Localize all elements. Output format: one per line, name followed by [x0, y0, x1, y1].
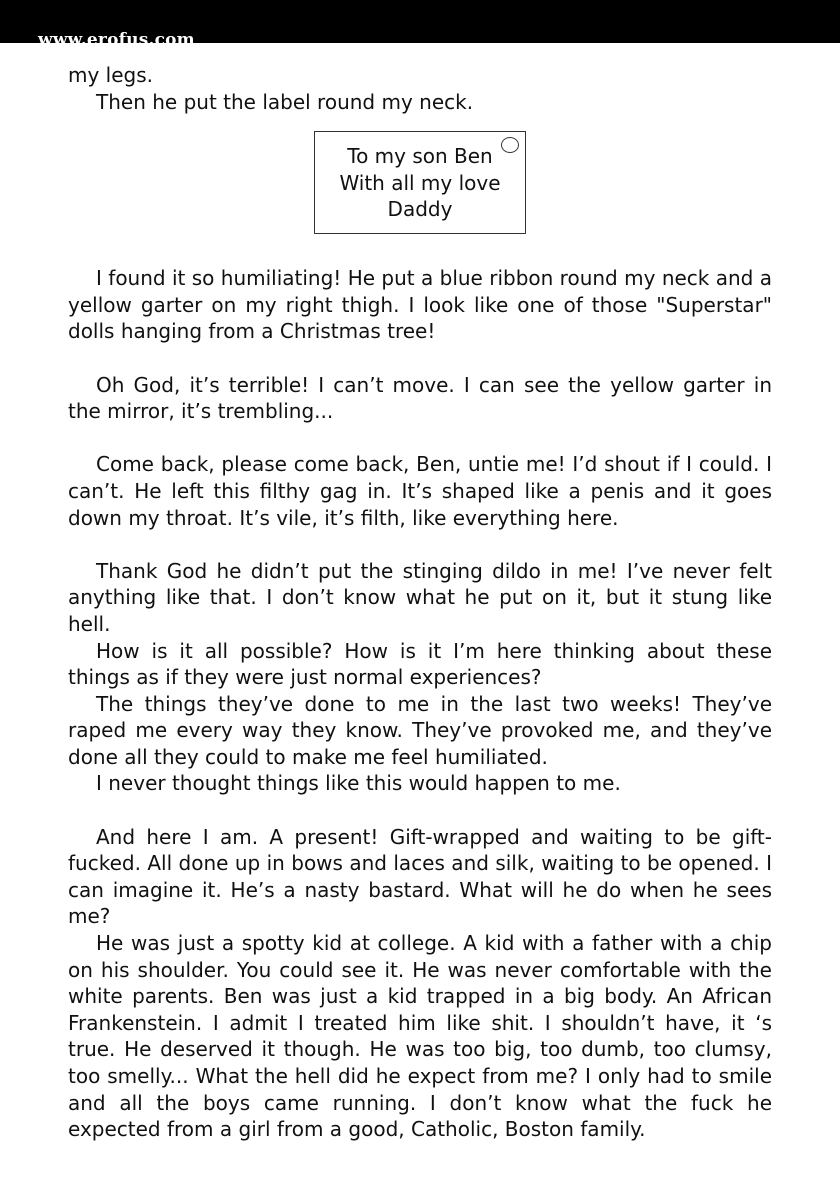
paragraph: I found it so humiliating! He put a blue ribbon round my neck and a yellow garter on my right thigh. I look like one of those "Superstar" dolls hanging from a Christmas tree!: [68, 266, 772, 344]
document-page: [68, 62, 772, 1143]
paragraph: Oh God, it’s terrible! I can’t move. I can see the yellow garter in the mirror, it’s trembling...: [68, 372, 772, 424]
tag-line: Daddy: [387, 197, 453, 222]
gift-tag: [314, 131, 526, 234]
paragraph: Then he put the label round my neck.: [96, 89, 474, 114]
paragraph: The things they’ve done to me in the last two weeks! They’ve raped me every way they know. They’ve provoked me, and they’ve done all they could to make me feel humiliated.: [68, 691, 772, 769]
paragraph: Thank God he didn’t put the stinging dildo in me! I’ve never felt anything like that. I don’t know what he put on it, but it stung like hell.: [68, 558, 772, 636]
paragraph: And here I am. A present! Gift-wrapped and waiting to be gift-fucked. All done up in bows and laces and silk, waiting to be opened. I can imagine it. He’s a nasty bastard. What will he do when he sees me?: [68, 824, 772, 929]
watermark-text: www.erofus.com: [38, 30, 195, 50]
paragraph: my legs.: [68, 63, 154, 87]
tag-line: With all my love: [339, 170, 501, 195]
paragraph: How is it all possible? How is it I’m here thinking about these things as if they were just normal experiences?: [68, 638, 772, 690]
paragraph: He was just a spotty kid at college. A kid with a father with a chip on his shoulder. You could see it. He was never comfortable with the white parents. Ben was just a kid trapped in a big body. An African Frankenstein. I admit I treated him like shit. I shouldn’t have, it ‘s true. He deserved it though. He was too big, too dumb, too clumsy, too smelly... What the hell did he expect from me? I only had to smile and all the boys came running. I don’t know what the fuck he expected from a girl from a good, Catholic, Boston family.: [68, 931, 772, 1142]
tag-line: To my son Ben: [347, 144, 493, 169]
paragraph: Come back, please come back, Ben, untie me! I’d shout if I could. I can’t. He left this filthy gag in. It’s shaped like a penis and it goes down my throat. It’s vile, it’s filth, like everything here.: [68, 452, 772, 530]
gift-tag-area: [68, 115, 772, 265]
paragraph: I never thought things like this would happen to me.: [96, 771, 621, 796]
